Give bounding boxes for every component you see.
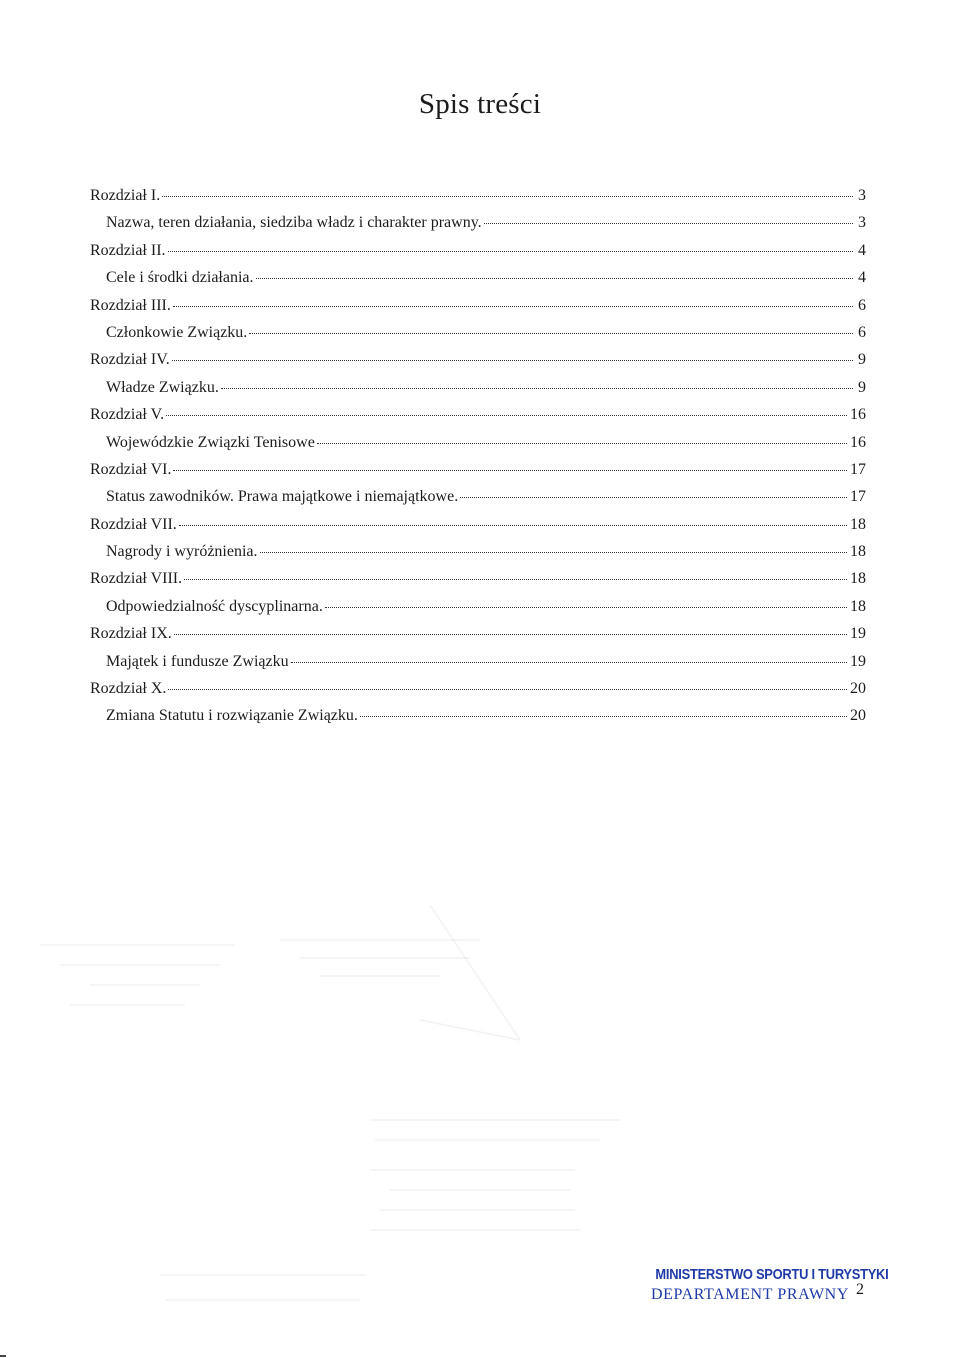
toc-dot-leader (484, 211, 853, 227)
toc-entry-label: Wojewódzkie Związki Tenisowe (106, 433, 315, 451)
toc-entry[interactable] (90, 595, 866, 622)
toc-entry-label: Rozdział VI. (90, 460, 172, 478)
toc-dot-leader (168, 677, 847, 693)
toc-entry-page: 9 (858, 351, 866, 369)
toc-entry-label: Rozdział IX. (90, 625, 172, 643)
toc-entry[interactable] (90, 376, 866, 403)
stamp-ministry-name: MINISTERSTWO SPORTU I TURYSTYKI (655, 1266, 889, 1283)
toc-entry-page: 18 (850, 543, 866, 561)
toc-dot-leader (172, 348, 853, 364)
toc-entry[interactable] (90, 650, 866, 677)
toc-entry-page: 18 (850, 515, 866, 533)
toc-entry-label: Rozdział I. (90, 187, 161, 204)
toc-dot-leader (291, 650, 847, 666)
toc-entry-page: 19 (850, 652, 866, 670)
toc-entry[interactable] (90, 540, 866, 567)
toc-entry-label: Rozdział X. (90, 680, 167, 698)
toc-dot-leader (256, 266, 853, 282)
page-number: 2 (856, 1281, 864, 1298)
toc-entry[interactable] (90, 704, 866, 731)
toc-entry-page: 6 (858, 296, 866, 314)
toc-entry-label: Rozdział IV. (90, 351, 170, 369)
toc-entry[interactable] (90, 458, 866, 485)
toc-entry-label: Cele i środki działania. (106, 269, 254, 287)
toc-entry[interactable] (90, 677, 866, 704)
toc-entry-label: Członkowie Związku. (106, 323, 248, 341)
toc-entry-label: Status zawodników. Prawa majątkowe i niemajątkowe. (106, 488, 459, 506)
toc-entry[interactable] (90, 266, 866, 293)
toc-entry-page: 20 (850, 707, 866, 725)
table-of-contents (90, 184, 866, 732)
ministry-stamp (640, 1266, 889, 1304)
toc-entry-label: Władze Związku. (106, 378, 219, 396)
toc-dot-leader (249, 321, 853, 337)
toc-entry-label: Odpowiedzialność dyscyplinarna. (106, 597, 323, 615)
toc-dot-leader (162, 184, 853, 200)
toc-dot-leader (325, 595, 847, 611)
toc-entry-page: 9 (858, 378, 866, 396)
toc-entry-page: 19 (850, 625, 866, 643)
toc-dot-leader (179, 513, 847, 529)
toc-entry-page: 18 (850, 570, 866, 588)
toc-dot-leader (221, 376, 853, 392)
toc-entry-label: Majątek i fundusze Związku (106, 652, 289, 670)
toc-entry-page: 17 (850, 460, 866, 478)
toc-dot-leader (168, 239, 853, 255)
toc-entry-page: 17 (850, 488, 866, 506)
toc-dot-leader (360, 704, 847, 720)
toc-dot-leader (260, 540, 847, 556)
toc-entry-label: Nazwa, teren działania, siedziba władz i charakter prawny. (106, 214, 482, 232)
toc-entry-page: 3 (858, 214, 866, 232)
stamp-department-name: DEPARTAMENT PRAWNY (651, 1286, 849, 1303)
toc-entry[interactable] (90, 567, 866, 594)
toc-entry[interactable] (90, 239, 866, 266)
toc-entry[interactable] (90, 485, 866, 512)
toc-dot-leader (173, 294, 853, 310)
toc-entry-label: Rozdział VII. (90, 515, 177, 533)
toc-entry-label: Rozdział VIII. (90, 570, 183, 588)
toc-entry-page: 6 (858, 323, 866, 341)
toc-entry-page: 16 (850, 433, 866, 451)
toc-entry-page: 4 (858, 269, 866, 287)
toc-entry-page: 3 (858, 187, 866, 204)
toc-entry[interactable] (90, 321, 866, 348)
toc-entry[interactable] (90, 431, 866, 458)
toc-entry-label: Rozdział V. (90, 406, 165, 424)
toc-dot-leader (166, 403, 847, 419)
toc-entry-page: 4 (858, 241, 866, 259)
toc-entry[interactable] (90, 513, 866, 540)
toc-dot-leader (174, 622, 847, 638)
scan-edge-mark (0, 1355, 6, 1357)
page-title: Spis treści (418, 88, 542, 120)
toc-entry-label: Zmiana Statutu i rozwiązanie Związku. (106, 707, 358, 725)
toc-entry[interactable] (90, 348, 866, 375)
toc-entry-page: 18 (850, 597, 866, 615)
toc-entry-label: Rozdział II. (90, 241, 166, 259)
toc-entry[interactable] (90, 294, 866, 321)
toc-entry-label: Rozdział III. (90, 296, 171, 314)
toc-dot-leader (173, 458, 847, 474)
toc-dot-leader (184, 567, 847, 583)
toc-entry-label: Nagrody i wyróżnienia. (106, 543, 258, 561)
toc-entry[interactable] (90, 622, 866, 649)
toc-dot-leader (460, 485, 847, 501)
toc-entry[interactable] (90, 403, 866, 430)
toc-entry[interactable] (90, 184, 866, 211)
toc-entry[interactable] (90, 211, 866, 238)
toc-dot-leader (317, 431, 847, 447)
toc-entry-page: 16 (850, 406, 866, 424)
toc-entry-page: 20 (850, 680, 866, 698)
